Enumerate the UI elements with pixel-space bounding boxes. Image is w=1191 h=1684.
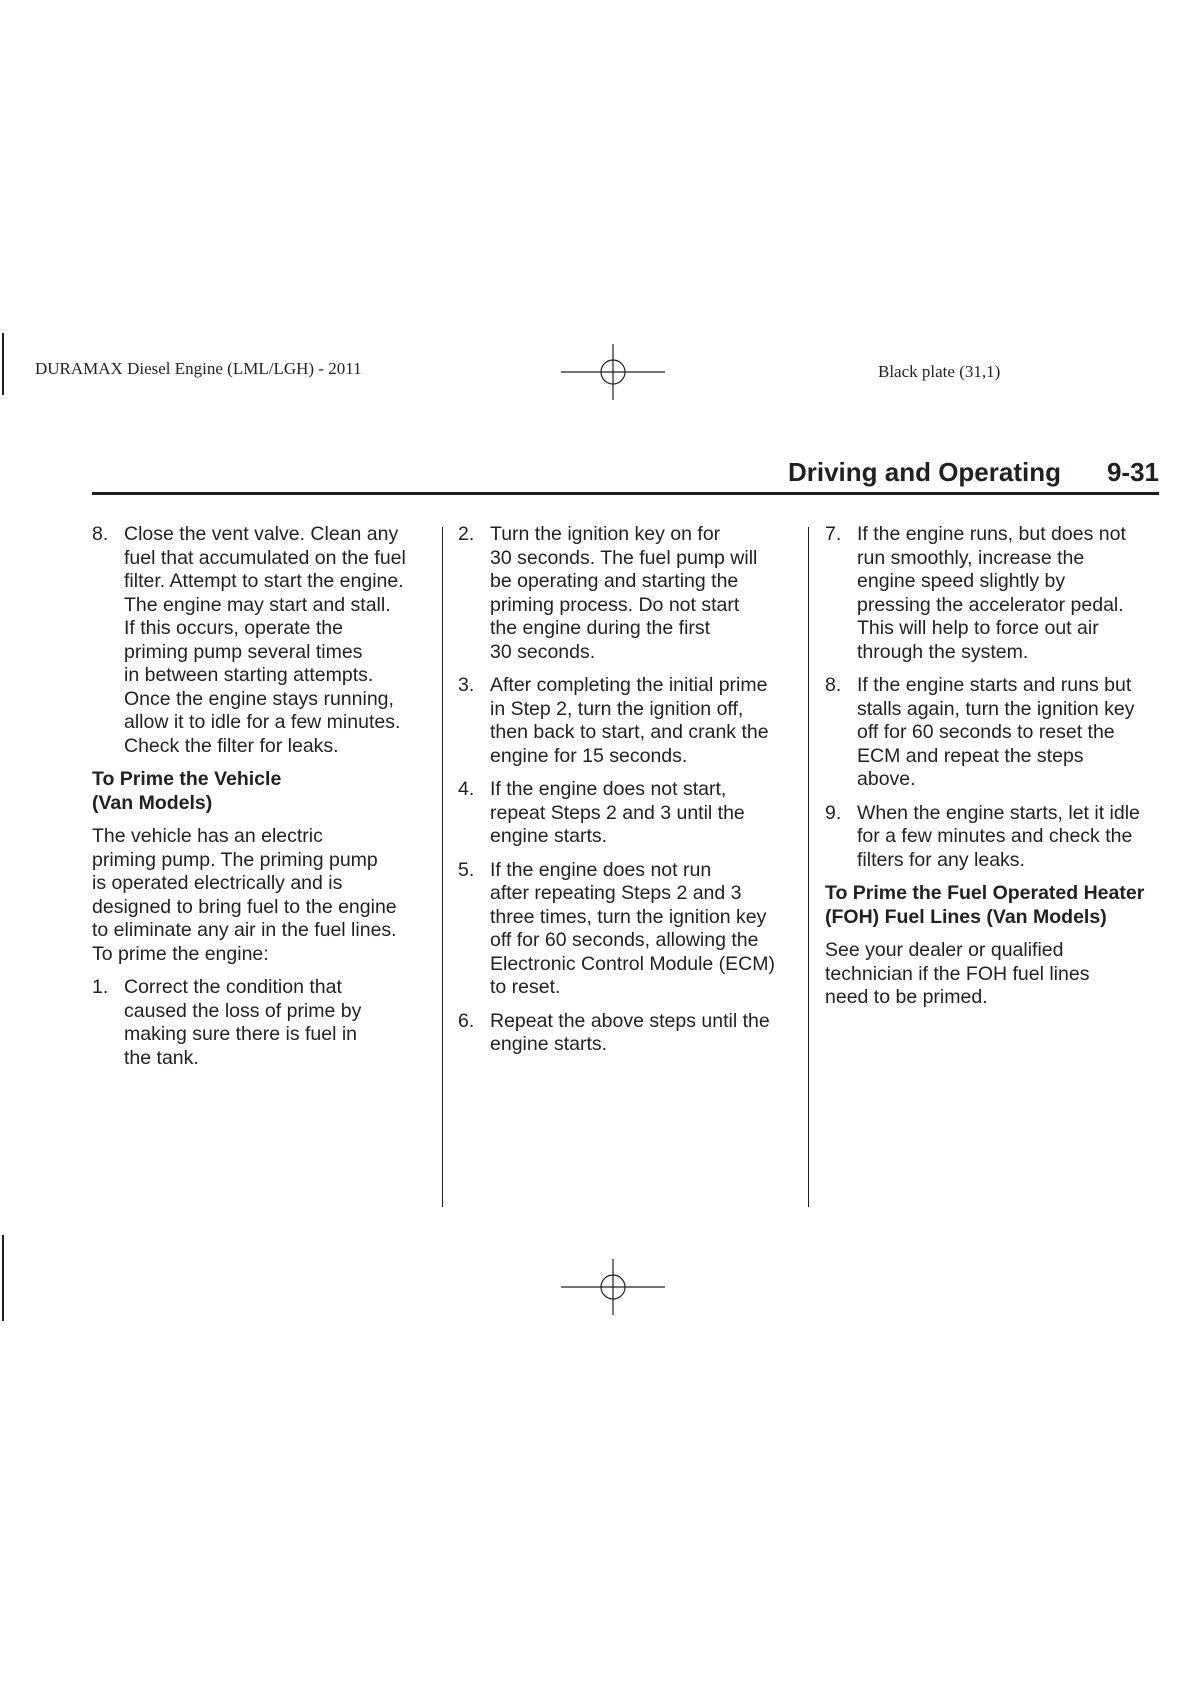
heading-line: (FOH) Fuel Lines (Van Models) xyxy=(825,905,1107,928)
text-line: through the system. xyxy=(857,640,1029,663)
text-line: to eliminate any air in the fuel lines. xyxy=(92,919,397,941)
subheading-foh xyxy=(825,882,1165,929)
text-line: To prime the engine: xyxy=(92,942,269,965)
text-line: 30 seconds. The fuel pump will xyxy=(490,546,758,569)
list-item-7 xyxy=(825,523,1165,664)
text-line: need to be primed. xyxy=(825,986,988,1008)
list-item-8 xyxy=(92,523,427,758)
column-3 xyxy=(825,523,1165,1020)
list-item-5 xyxy=(458,859,803,1000)
subheading-van-models xyxy=(92,768,427,815)
list-number: 5. xyxy=(458,858,475,881)
paragraph-foh xyxy=(825,939,1165,1010)
text-line: designed to bring fuel to the engine xyxy=(92,895,397,918)
text-line: the tank. xyxy=(124,1046,199,1069)
text-line: making sure there is fuel in xyxy=(124,1023,358,1045)
text-line: is operated electrically and is xyxy=(92,872,343,894)
page-number: 9-31 xyxy=(1106,457,1159,487)
text-line: Correct the condition that xyxy=(124,976,342,998)
heading-line: To Prime the Fuel Operated Heater xyxy=(825,882,1145,904)
text-line: allow it to idle for a few minutes. xyxy=(124,711,401,733)
text-line: run smoothly, increase the xyxy=(857,546,1085,569)
column-divider-1 xyxy=(442,527,443,1207)
paragraph-van-models xyxy=(92,825,427,966)
text-line: after repeating Steps 2 and 3 xyxy=(490,882,742,904)
list-item-6 xyxy=(458,1010,803,1057)
list-item-4 xyxy=(458,778,803,849)
text-line: If the engine starts and runs but xyxy=(857,674,1132,696)
list-number: 1. xyxy=(92,976,109,998)
list-number: 8. xyxy=(92,523,109,545)
text-line: Electronic Control Module (ECM) xyxy=(490,952,776,975)
text-line: then back to start, and crank the xyxy=(490,721,769,743)
text-line: repeat Steps 2 and 3 until the xyxy=(490,801,745,824)
text-line: If the engine does not start, xyxy=(490,778,727,800)
text-line: When the engine starts, let it idle xyxy=(857,801,1140,824)
crop-mark-bottom xyxy=(2,1235,4,1321)
list-item-9 xyxy=(825,802,1165,873)
text-line: engine starts. xyxy=(490,825,608,847)
registration-mark-bottom-icon xyxy=(561,1259,665,1315)
text-line: ECM and repeat the steps xyxy=(857,744,1084,767)
text-line: priming pump several times xyxy=(124,640,363,663)
text-line: priming process. Do not start xyxy=(490,593,740,616)
column-2 xyxy=(458,523,803,1067)
plate-label-right: Black plate (31,1) xyxy=(878,362,1001,381)
text-line: The engine may start and stall. xyxy=(124,593,391,616)
list-number: 6. xyxy=(458,1009,475,1032)
text-line: engine for 15 seconds. xyxy=(490,744,688,767)
text-line: fuel that accumulated on the fuel xyxy=(124,546,406,569)
list-number: 7. xyxy=(825,523,842,545)
heading-line: (Van Models) xyxy=(92,791,213,814)
plate-label-left: DURAMAX Diesel Engine (LML/LGH) - 2011 xyxy=(35,359,362,378)
column-1 xyxy=(92,523,427,1080)
registration-mark-top-icon xyxy=(561,344,665,400)
text-line: Close the vent valve. Clean any xyxy=(124,523,399,545)
text-line: Check the filter for leaks. xyxy=(124,734,339,757)
text-line: After completing the initial prime xyxy=(490,674,768,696)
text-line: priming pump. The priming pump xyxy=(92,848,378,871)
text-line: This will help to force out air xyxy=(857,617,1099,639)
text-line: The vehicle has an electric xyxy=(92,825,323,847)
list-item-1 xyxy=(92,976,427,1070)
list-number: 2. xyxy=(458,523,475,545)
list-number: 3. xyxy=(458,674,475,696)
list-number: 9. xyxy=(825,801,842,824)
text-line: If the engine runs, but does not xyxy=(857,523,1126,545)
text-line: pressing the accelerator pedal. xyxy=(857,593,1124,616)
text-line: See your dealer or qualified xyxy=(825,939,1064,961)
text-line: Once the engine stays running, xyxy=(124,687,394,710)
text-line: in between starting attempts. xyxy=(124,664,374,686)
list-number: 4. xyxy=(458,778,475,800)
list-item-8b xyxy=(825,674,1165,792)
list-item-3 xyxy=(458,674,803,768)
text-line: stalls again, turn the ignition key xyxy=(857,697,1135,720)
text-line: off for 60 seconds, allowing the xyxy=(490,929,759,951)
page-header xyxy=(92,452,1159,495)
text-line: in Step 2, turn the ignition off, xyxy=(490,697,744,720)
text-line: technician if the FOH fuel lines xyxy=(825,962,1090,985)
crop-mark-top xyxy=(2,333,4,395)
text-line: above. xyxy=(857,768,916,790)
text-line: filters for any leaks. xyxy=(857,848,1025,871)
heading-line: To Prime the Vehicle xyxy=(92,768,282,790)
text-line: for a few minutes and check the xyxy=(857,825,1133,847)
section-title: Driving and Operating xyxy=(787,457,1061,487)
text-line: to reset. xyxy=(490,976,561,998)
text-line: filter. Attempt to start the engine. xyxy=(124,570,404,592)
text-line: off for 60 seconds to reset the xyxy=(857,721,1115,743)
text-line: 30 seconds. xyxy=(490,640,596,663)
text-line: Turn the ignition key on for xyxy=(490,523,721,545)
text-line: engine starts. xyxy=(490,1033,608,1055)
text-line: engine speed slightly by xyxy=(857,570,1066,592)
text-line: Repeat the above steps until the xyxy=(490,1009,770,1032)
text-line: caused the loss of prime by xyxy=(124,999,362,1022)
list-number: 8. xyxy=(825,674,842,696)
text-line: the engine during the first xyxy=(490,617,711,639)
text-line: If this occurs, operate the xyxy=(124,617,343,639)
text-line: be operating and starting the xyxy=(490,570,739,592)
text-line: If the engine does not run xyxy=(490,858,712,881)
column-divider-2 xyxy=(808,527,809,1207)
list-item-2 xyxy=(458,523,803,664)
text-line: three times, turn the ignition key xyxy=(490,905,767,928)
